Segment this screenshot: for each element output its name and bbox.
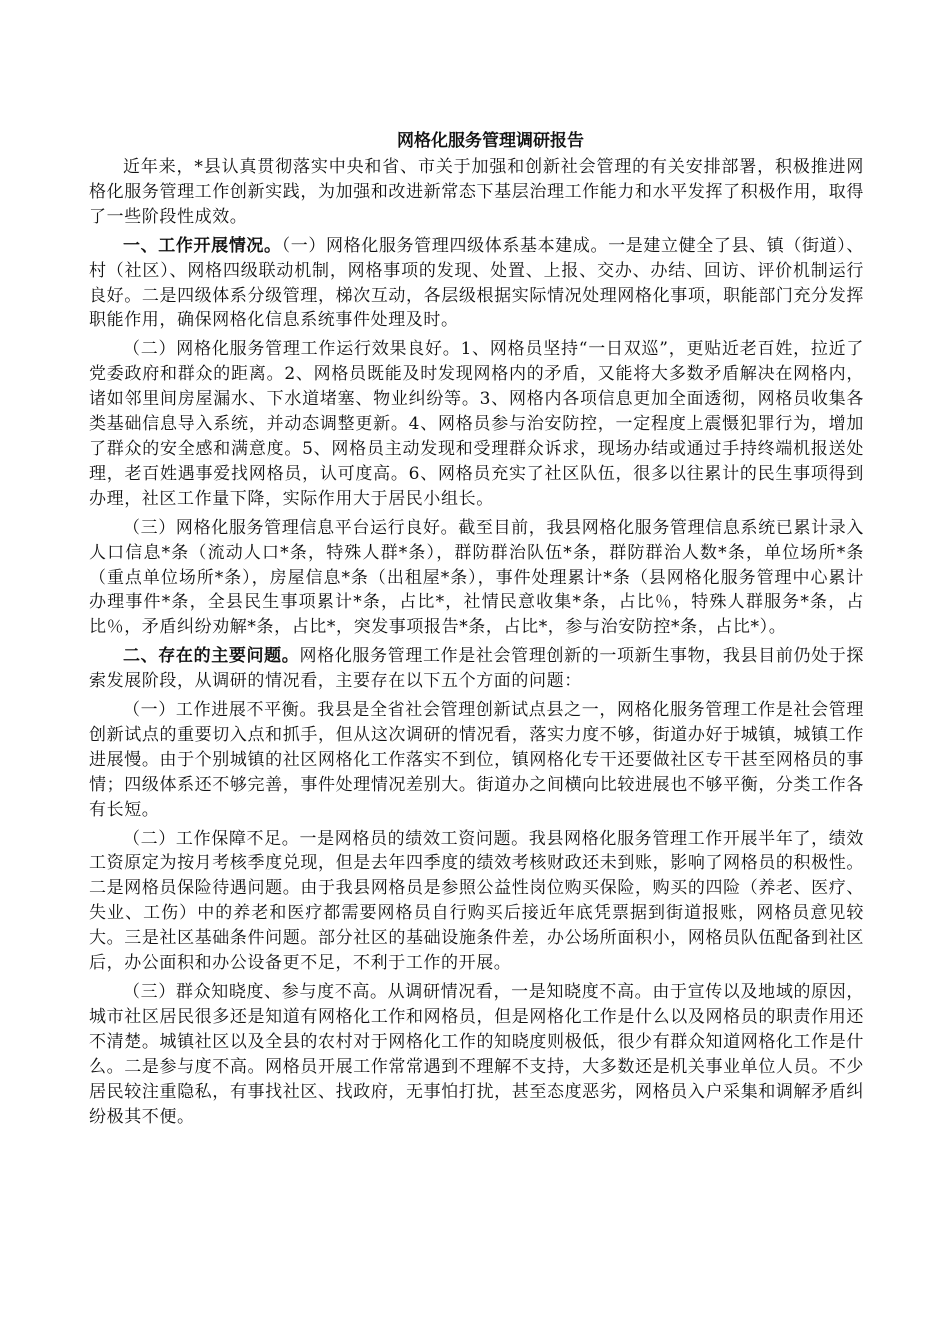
section2-p3: （三）群众知晓度、参与度不高。从调研情况看，一是知晓度不高。由于宣传以及地域的原因，城市社区居民很多还是知道有网格化工作和网格员，但是网格化工作是什么以及网格员的职责作用还不清楚。城镇社区以及全县的农村对于网格化工作的知晓度则极低，很少有群众知道网格化工作是什么。二是参与度不高。网格员开展工作常常遇到不理解不支持，大多数还是机关事业单位人员。不少居民较注重隐私，有事找社区、找政府，无事怕打扰，甚至态度恶劣，网格员入户采集和调解矛盾纠纷极其不便。 [89, 982, 864, 1127]
section2-p1: （一）工作进展不平衡。我县是全省社会管理创新试点县之一，网格化服务管理工作是社会管理创新试点的重要切入点和抓手，但从这次调研的情况看，落实力度不够，街道办好于城镇，城镇工作进展慢。由于个别城镇的社区网格化工作落实不到位，镇网格化专干还要做社区专干甚至网格员的事情；四级体系还不够完善，事件处理情况差别大。街道办之间横向比较进展也不够平衡，分类工作各有长短。 [89, 700, 864, 820]
section1-p2: （二）网格化服务管理工作运行效果良好。1、网格员坚持“一日双巡”，更贴近老百姓，拉近了党委政府和群众的距离。2、网格员既能及时发现网格内的矛盾，又能将大多数矛盾解决在网格内，诸如邻里间房屋漏水、下水道堵塞、物业纠纷等。3、网格内各项信息更加全面透彻，网格员收集各类基础信息导入系统，并动态调整更新。4、网格员参与治安防控，一定程度上震慑犯罪行为，增加了群众的安全感和满意度。5、网格员主动发现和受理群众诉求，现场办结或通过手持终端机报送处理，老百姓遇事爱找网格员，认可度高。6、网格员充实了社区队伍，很多以往累计的民生事项得到办理，社区工作量下降，实际作用大于居民小组长。 [89, 339, 864, 509]
section2-p2: （二）工作保障不足。一是网格员的绩效工资问题。我县网格化服务管理工作开展半年了，绩效工资原定为按月考核季度兑现，但是去年四季度的绩效考核财政还未到账，影响了网格员的积极性。二是网格员保险待遇问题。由于我县网格员是参照公益性岗位购买保险，购买的四险（养老、医疗、失业、工伤）中的养老和医疗都需要网格员自行购买后接近年底凭票据到街道报账，网格员意见较大。三是社区基础条件问题。部分社区的基础设施条件差，办公场所面积小，网格员队伍配备到社区后，办公面积和办公设备更不足，不利于工作的开展。 [89, 828, 864, 974]
section2-paragraph [89, 644, 864, 694]
intro-paragraph: 近年来，*县认真贯彻落实中央和省、市关于加强和创新社会管理的有关安排部署，积极推进网格化服务管理工作创新实践，为加强和改进新常态下基层治理工作能力和水平发挥了积极作用，取得了一些阶段性成效。 [89, 157, 864, 227]
section2-lead: 网格化服务管理工作是社会管理创新的一项新生事物，我县目前仍处于探索发展阶段，从调研的情况看，主要存在以下五个方面的问题： [89, 646, 865, 692]
section1-paragraph [89, 234, 864, 334]
section1-p1: （一）网格化服务管理四级体系基本建成。一是建立健全了县、镇（街道）、村（社区）、网格四级联动机制，网格事项的发现、处置、上报、交办、办结、回访、评价机制运行良好。二是四级体系分级管理，梯次互动，各层级根据实际情况处理网格化事项，职能部门充分发挥职能作用，确保网格化信息系统事件处理及时。 [89, 235, 864, 331]
section1-heading: 一、工作开展情况。 [123, 235, 282, 256]
document-page [89, 128, 864, 1133]
document-title: 网格化服务管理调研报告 [397, 131, 584, 151]
section2-heading: 二、存在的主要问题。 [123, 646, 300, 667]
section1-p3: （三）网格化服务管理信息平台运行良好。截至目前，我县网格化服务管理信息系统已累计录入人口信息*条（流动人口*条，特殊人群*条），群防群治队伍*条，群防群治人数*条，单位场所*条（重点单位场所*条），房屋信息*条（出租屋*条），事件处理累计*条（县网格化服务管理中心累计办理事件*条，全县民生事项累计*条，占比*，社情民意收集*条，占比％，特殊人群服务*条，占比％，矛盾纠纷劝解*条，占比*，突发事项报告*条，占比*，参与治安防控*条，占比*）。 [89, 517, 864, 638]
